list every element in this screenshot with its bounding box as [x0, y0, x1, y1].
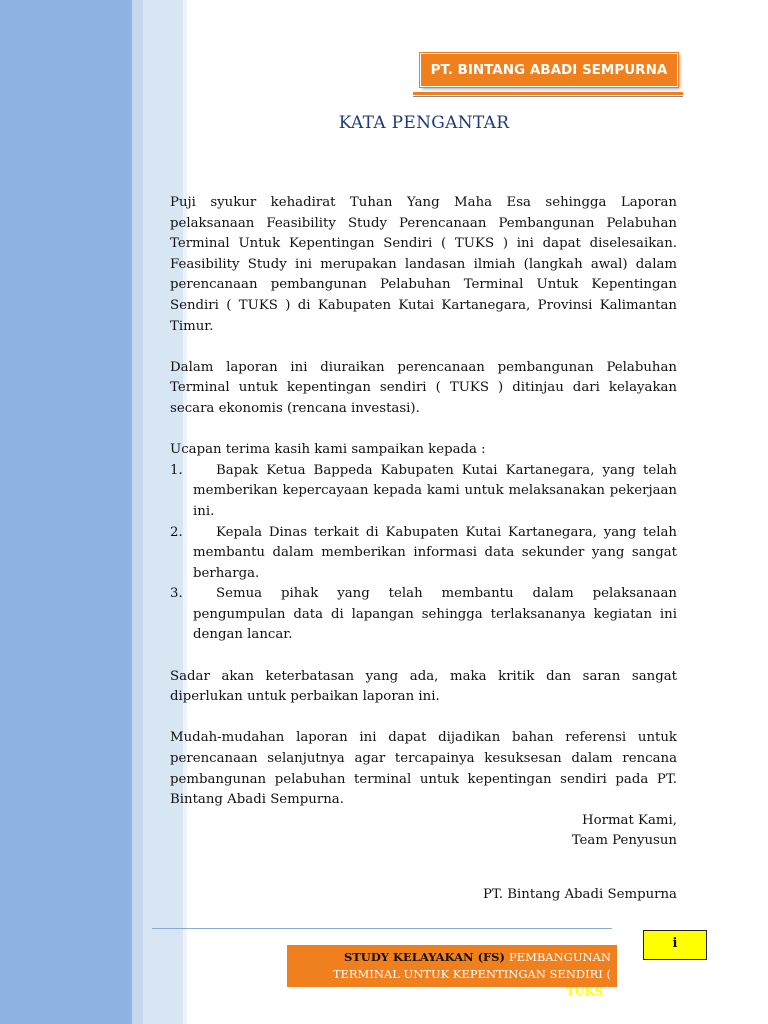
header-rule-thin: [413, 96, 683, 97]
footer-pembangunan: PEMBANGUNAN: [508, 950, 611, 964]
list-text: Semua pihak yang telah membantu dalam pelaksanaan pengumpulan data di lapangan sehingga terlaksananya kegiatan ini dengan lancar.: [193, 586, 677, 643]
list-item: [170, 584, 677, 646]
sidebar-band-dark: [0, 0, 132, 1024]
list-item: [170, 461, 677, 523]
footer-title-box: [287, 945, 617, 998]
list-text: Bapak Ketua Bappeda Kabupaten Kutai Kartanegara, yang telah memberikan kepercayaan kepada kami untuk melaksanakan pekerjaan ini.: [193, 462, 677, 519]
company-header-box: [420, 53, 678, 87]
page-number-box: [643, 930, 707, 960]
page-title: KATA PENGANTAR: [338, 113, 510, 133]
list-text: Kepala Dinas terkait di Kabupaten Kutai Kartanegara, yang telah membantu dalam memberikan informasi data sekunder yang sangat berharga.: [193, 524, 677, 581]
footer-close-paren: ): [606, 984, 611, 998]
footer-line-2: [293, 966, 611, 1000]
list-number: 2.: [170, 524, 183, 540]
page-number: i: [672, 936, 678, 951]
company-header-text: PT. BINTANG ABADI SEMPURNA: [430, 62, 668, 78]
footer-tuks: TUKS: [565, 984, 603, 998]
footer-line-1: [293, 949, 611, 966]
paragraph-intro: Puji syukur kehadirat Tuhan Yang Maha Esa sehingga Laporan pelaksanaan Feasibility Study Perencanaan Pembangunan Pelabuhan Terminal Untuk Kepentingan Sendiri ( TUKS ) ini dapat diselesaikan. Feasibility Study ini merupakan landasan ilmiah (langkah awal) dalam perencanaan pembangunan Pelabuhan Terminal Untuk Kepentingan Sendiri ( TUKS ) di Kabupaten Kutai Kartanegara, Provinsi Kalimantan Timur.: [170, 195, 677, 334]
paragraph-thanks-intro: Ucapan terima kasih kami sampaikan kepada :: [170, 442, 486, 458]
list-number: 3.: [170, 586, 183, 602]
paragraph-limitations: Sadar akan keterbatasan yang ada, maka kritik dan saran sangat diperlukan untuk perbaikan laporan ini.: [170, 668, 677, 705]
closing-greeting: Hormat Kami,: [581, 812, 677, 828]
list-item: [170, 523, 677, 585]
signature-company: PT. Bintang Abadi Sempurna: [482, 887, 677, 902]
sidebar-band-mid: [132, 0, 143, 1024]
footer-rule: [152, 928, 612, 929]
footer-study-label: STUDY KELAYAKAN (FS): [343, 950, 505, 964]
paragraph-scope: Dalam laporan ini diuraikan perencanaan pembangunan Pelabuhan Terminal untuk kepentingan sendiri ( TUKS ) ditinjau dari kelayakan secara ekonomis (rencana investasi).: [170, 359, 677, 416]
closing-team: Team Penyusun: [571, 833, 677, 849]
document-body: [170, 193, 677, 852]
list-number: 1.: [170, 462, 183, 478]
header-rule: [413, 92, 683, 95]
paragraph-hope: Mudah-mudahan laporan ini dapat dijadikan bahan referensi untuk perencanaan selanjutnya agar tercapainya kesuksesan dalam rencana pembangunan pelabuhan terminal untuk kepentingan sendiri pada PT. Bintang Abadi Sempurna.: [170, 730, 677, 808]
footer-terminal-text: TERMINAL UNTUK KEPENTINGAN SENDIRI (: [332, 967, 611, 981]
